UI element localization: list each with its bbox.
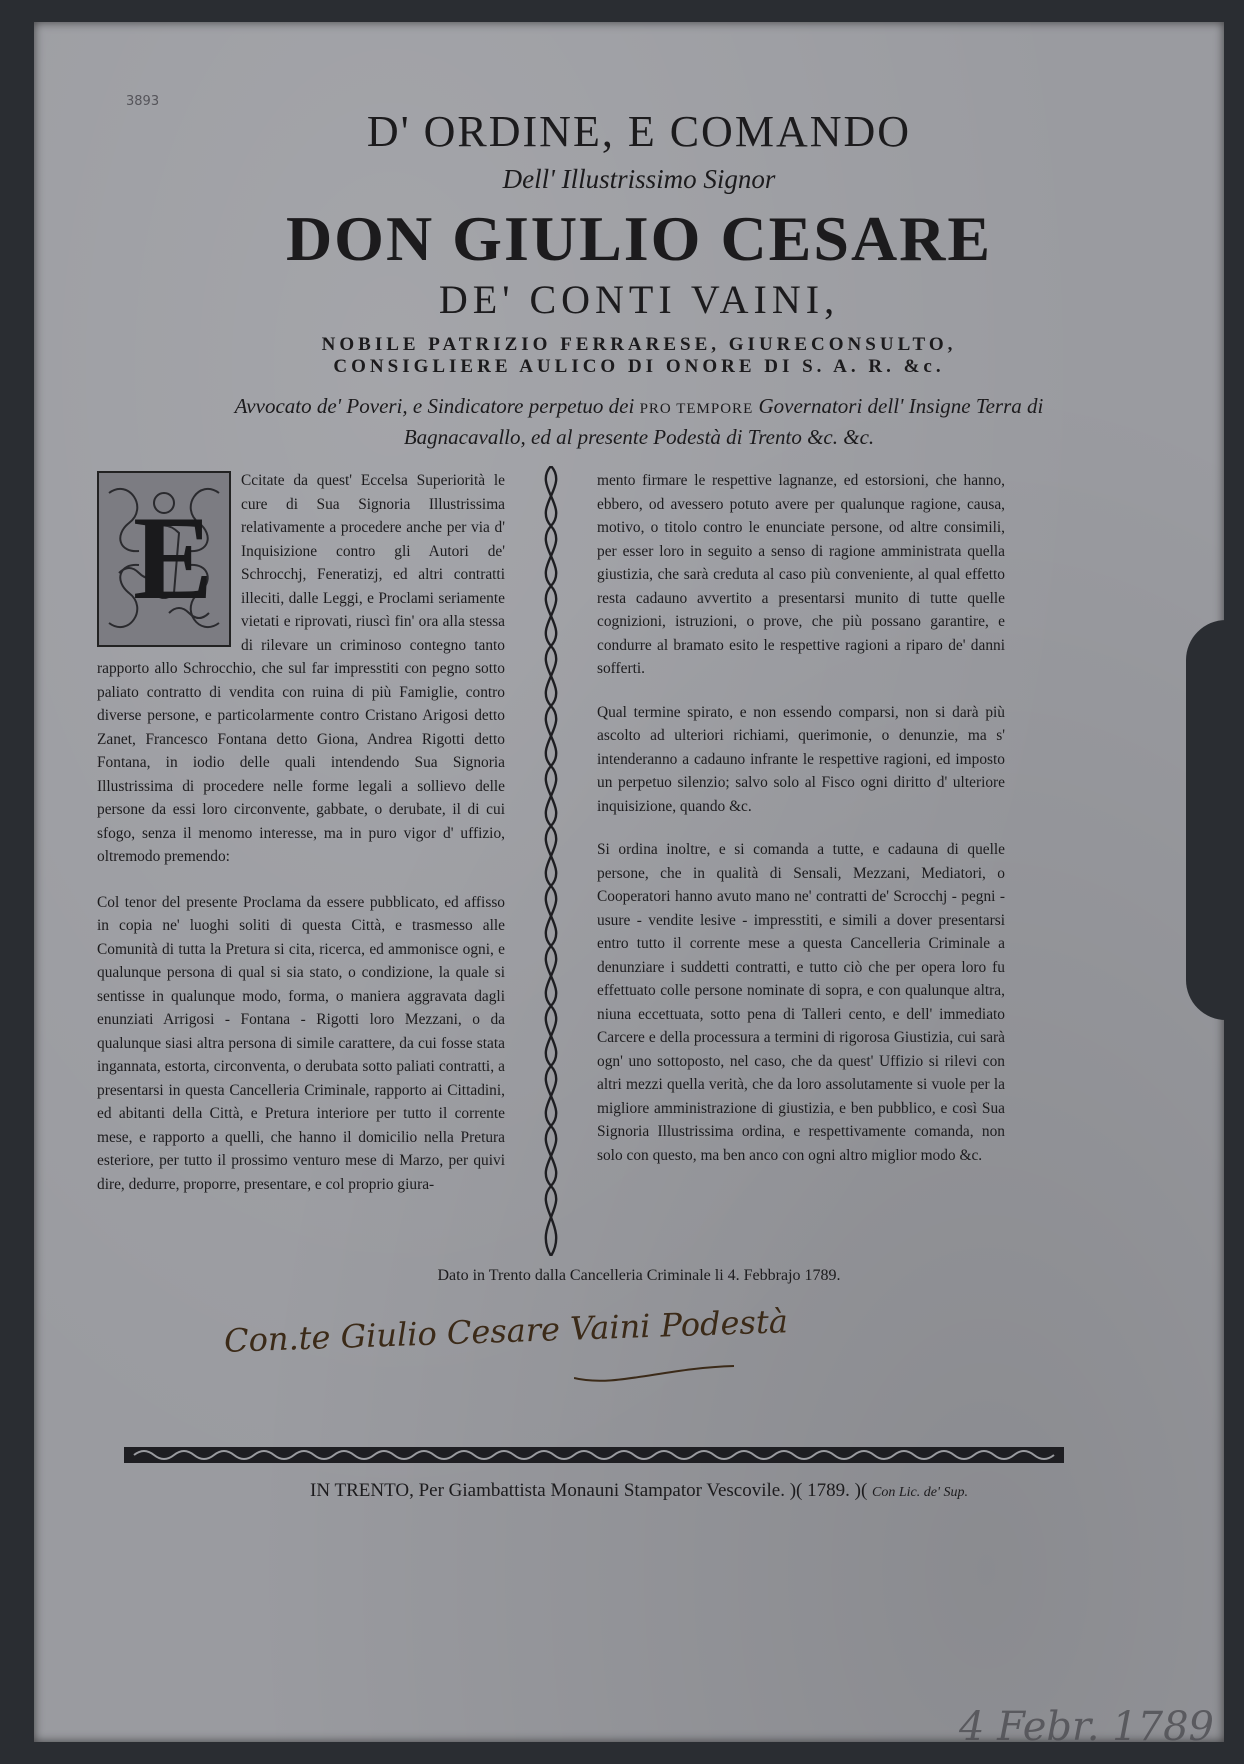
offices-part-c: Governatori dell' Insigne Terra di (758, 394, 1044, 418)
proclamation-sheet (34, 22, 1224, 1750)
pencil-annotation: 4 Febr. 1789 (959, 1704, 1214, 1750)
right-paragraph-2: Qual termine spirato, e non essendo comparsi, non si darà più ascolto ad ulteriori richiami, querimonie, o denunzie, ma s' intenderanno a cadauno infrante le respettive ragioni, ed imposto un perpetuo silenzio; salvo solo al Fisco ogni diritto d' ulteriore inquisizione, quando &c. (597, 703, 1005, 815)
heading-offices-line1 (94, 392, 1184, 423)
right-paragraph-1: mento firmare le respettive lagnanze, ed estorsioni, che hanno, ebbero, od avessero potuto avere per qualunque ragione, causa, motivo, o titolo contro le enunciate persone, od altre consimili, per esser loro in seguito a senso di ragione amministrata quella giustizia, che sarà creduta al caso più conveniente, al qual effetto resta cadauno avvertito a presentarsi munito di tutte quelle cognizioni, istruzioni, o prove, che più possano garantire, e condurre al bramato esito le respettive ragioni a riparo de' danni sofferti. (597, 472, 1005, 677)
printer-imprint (94, 1480, 1184, 1502)
heading-titles-line2: CONSIGLIERE AULICO DI ONORE DI S. A. R. &c. (333, 356, 945, 377)
archive-number: 3893 (126, 94, 160, 109)
heading-order: D' ORDINE, E COMANDO (366, 107, 912, 156)
ornamental-border-icon (124, 1443, 1064, 1467)
imprint-main: IN TRENTO, Per Giambattista Monauni Stampator Vescovile. )( 1789. )( (310, 1480, 868, 1501)
date-line: Dato in Trento dalla Cancelleria Criminale li 4. Febbrajo 1789. (437, 1267, 841, 1284)
initial-letter: E (133, 491, 214, 624)
left-paragraph-2: Col tenor del presente Proclama da essere pubblicato, ed affisso in copia ne' luoghi soliti di questa Città, e trasmesso alle Comunità di tutta la Pretura si cita, ricerca, ed ammonisce ogni, e qualunque persona di qual si sia stato, o condizione, la quale si sentisse in qualunque modo, forma, o maniera aggravata dagli enunziati Arrigosi - Fontana - Rigotti loro Mezzani, o da qualunque siasi altra persona di simile carattere, da cui fosse stata ingannata, estorta, circonventa, o derubata sotto paliati contratti, a presentarsi in questa Cancelleria Criminale, rapporto ai Cittadini, ed abitanti della Città, e Pretura interiore per tutto il corrente mese, e rapporto a quelli, che hanno il domicilio nella Pretura esteriore, per tutto il prossimo venturo mese di Marzo, per quivi dire, dedurre, proporre, presentare, e col proprio giura- (97, 893, 505, 1193)
heading-titles (94, 334, 1184, 378)
signature-flourish-icon (574, 1358, 734, 1388)
heading-illustrious: Dell' Illustrissimo Signor (502, 164, 776, 194)
heading-offices (94, 392, 1184, 451)
right-column (597, 469, 1005, 1167)
torn-edge (1186, 620, 1226, 1020)
heading-offices-line2: Bagnacavallo, ed al presente Podestà di Trento &c. &c. (403, 425, 875, 449)
heading-name: DON GIULIO CESARE (285, 203, 993, 274)
vine-divider-icon (528, 466, 574, 1256)
left-paragraph-1: Ccitate da quest' Eccelsa Superiorità le cure di Sua Signoria Illustrissima relativamente a procedere anche per via d' Inquisizione contro gli Autori de' Schrocchj, Feneratizj, ed altri contratti illeciti, dalle Leggi, e Proclami seriamente vietati e riprovati, riuscì fin' ora alla stessa di rilevare un criminoso contegno tanto rapporto allo Schrocchio, che sul far impresstiti con pegno sotto paliato contratto di vendita con ruina di più Famiglie, contro diverse persone, e particolarmente contro Cristano Arigosi detto Zanet, Francesco Fontana detto Giona, Andrea Rigotti detto Fontana, in iodio delle quali intendendo Sua Signoria Illustrissima di procedere nelle forme legali a sollievo delle persone da essi loro circonvente, gabbate, o derubate, il di cui sfogo, senza il menomo interesse, ma in puro vigor d' uffizio, oltremodo premendo: (97, 472, 505, 865)
left-column (97, 469, 505, 1196)
right-paragraph-3: Si ordina inoltre, e si comanda a tutte, e cadauna di quelle persone, che in qualità di Sensali, Mezzani, Mediatori, o Cooperatori hanno avuto mano ne' contratti de' Scrocchj - pegni - usure - vendite lesive - impresstiti, e simili a dover presentarsi entro tutto il corrente mese a questa Cancelleria Criminale a denunziare i suddetti contratti, e tutto ciò che per opera loro fu effettuato colle persone nominate di sopra, e con qualunque altra, niuna eccettuata, sotto pena di Talleri cento, e dell' immediato Carcere e della processura a termini di rigorosa Giustizia, cui sarà ogn' uno sottoposto, nel caso, che da quest' Uffizio si rilevi con altri mezzi quella verità, che da loro assolutamente si vuole per la migliore amministrazione di giustizia, e ben pubblico, e così Sua Signoria Illustrissima ordina, e respettivamente comanda, non solo con questo, ma ben anco con ogni altro miglior modo &c. (597, 841, 1005, 1164)
heading-family: DE' CONTI VAINI, (438, 277, 840, 322)
handwritten-signature: Con.te Giulio Cesare Vaini Podestà (223, 1302, 789, 1360)
offices-part-a: Avvocato de' Poveri, e Sindicatore perpetuo dei (234, 394, 635, 418)
heading-titles-line1: NOBILE PATRIZIO FERRARESE, GIURECONSULTO, (321, 334, 957, 355)
decorated-initial (97, 471, 231, 647)
offices-part-b: PRO TEMPORE (639, 401, 754, 417)
imprint-license: Con Lic. de' Sup. (872, 1485, 968, 1500)
